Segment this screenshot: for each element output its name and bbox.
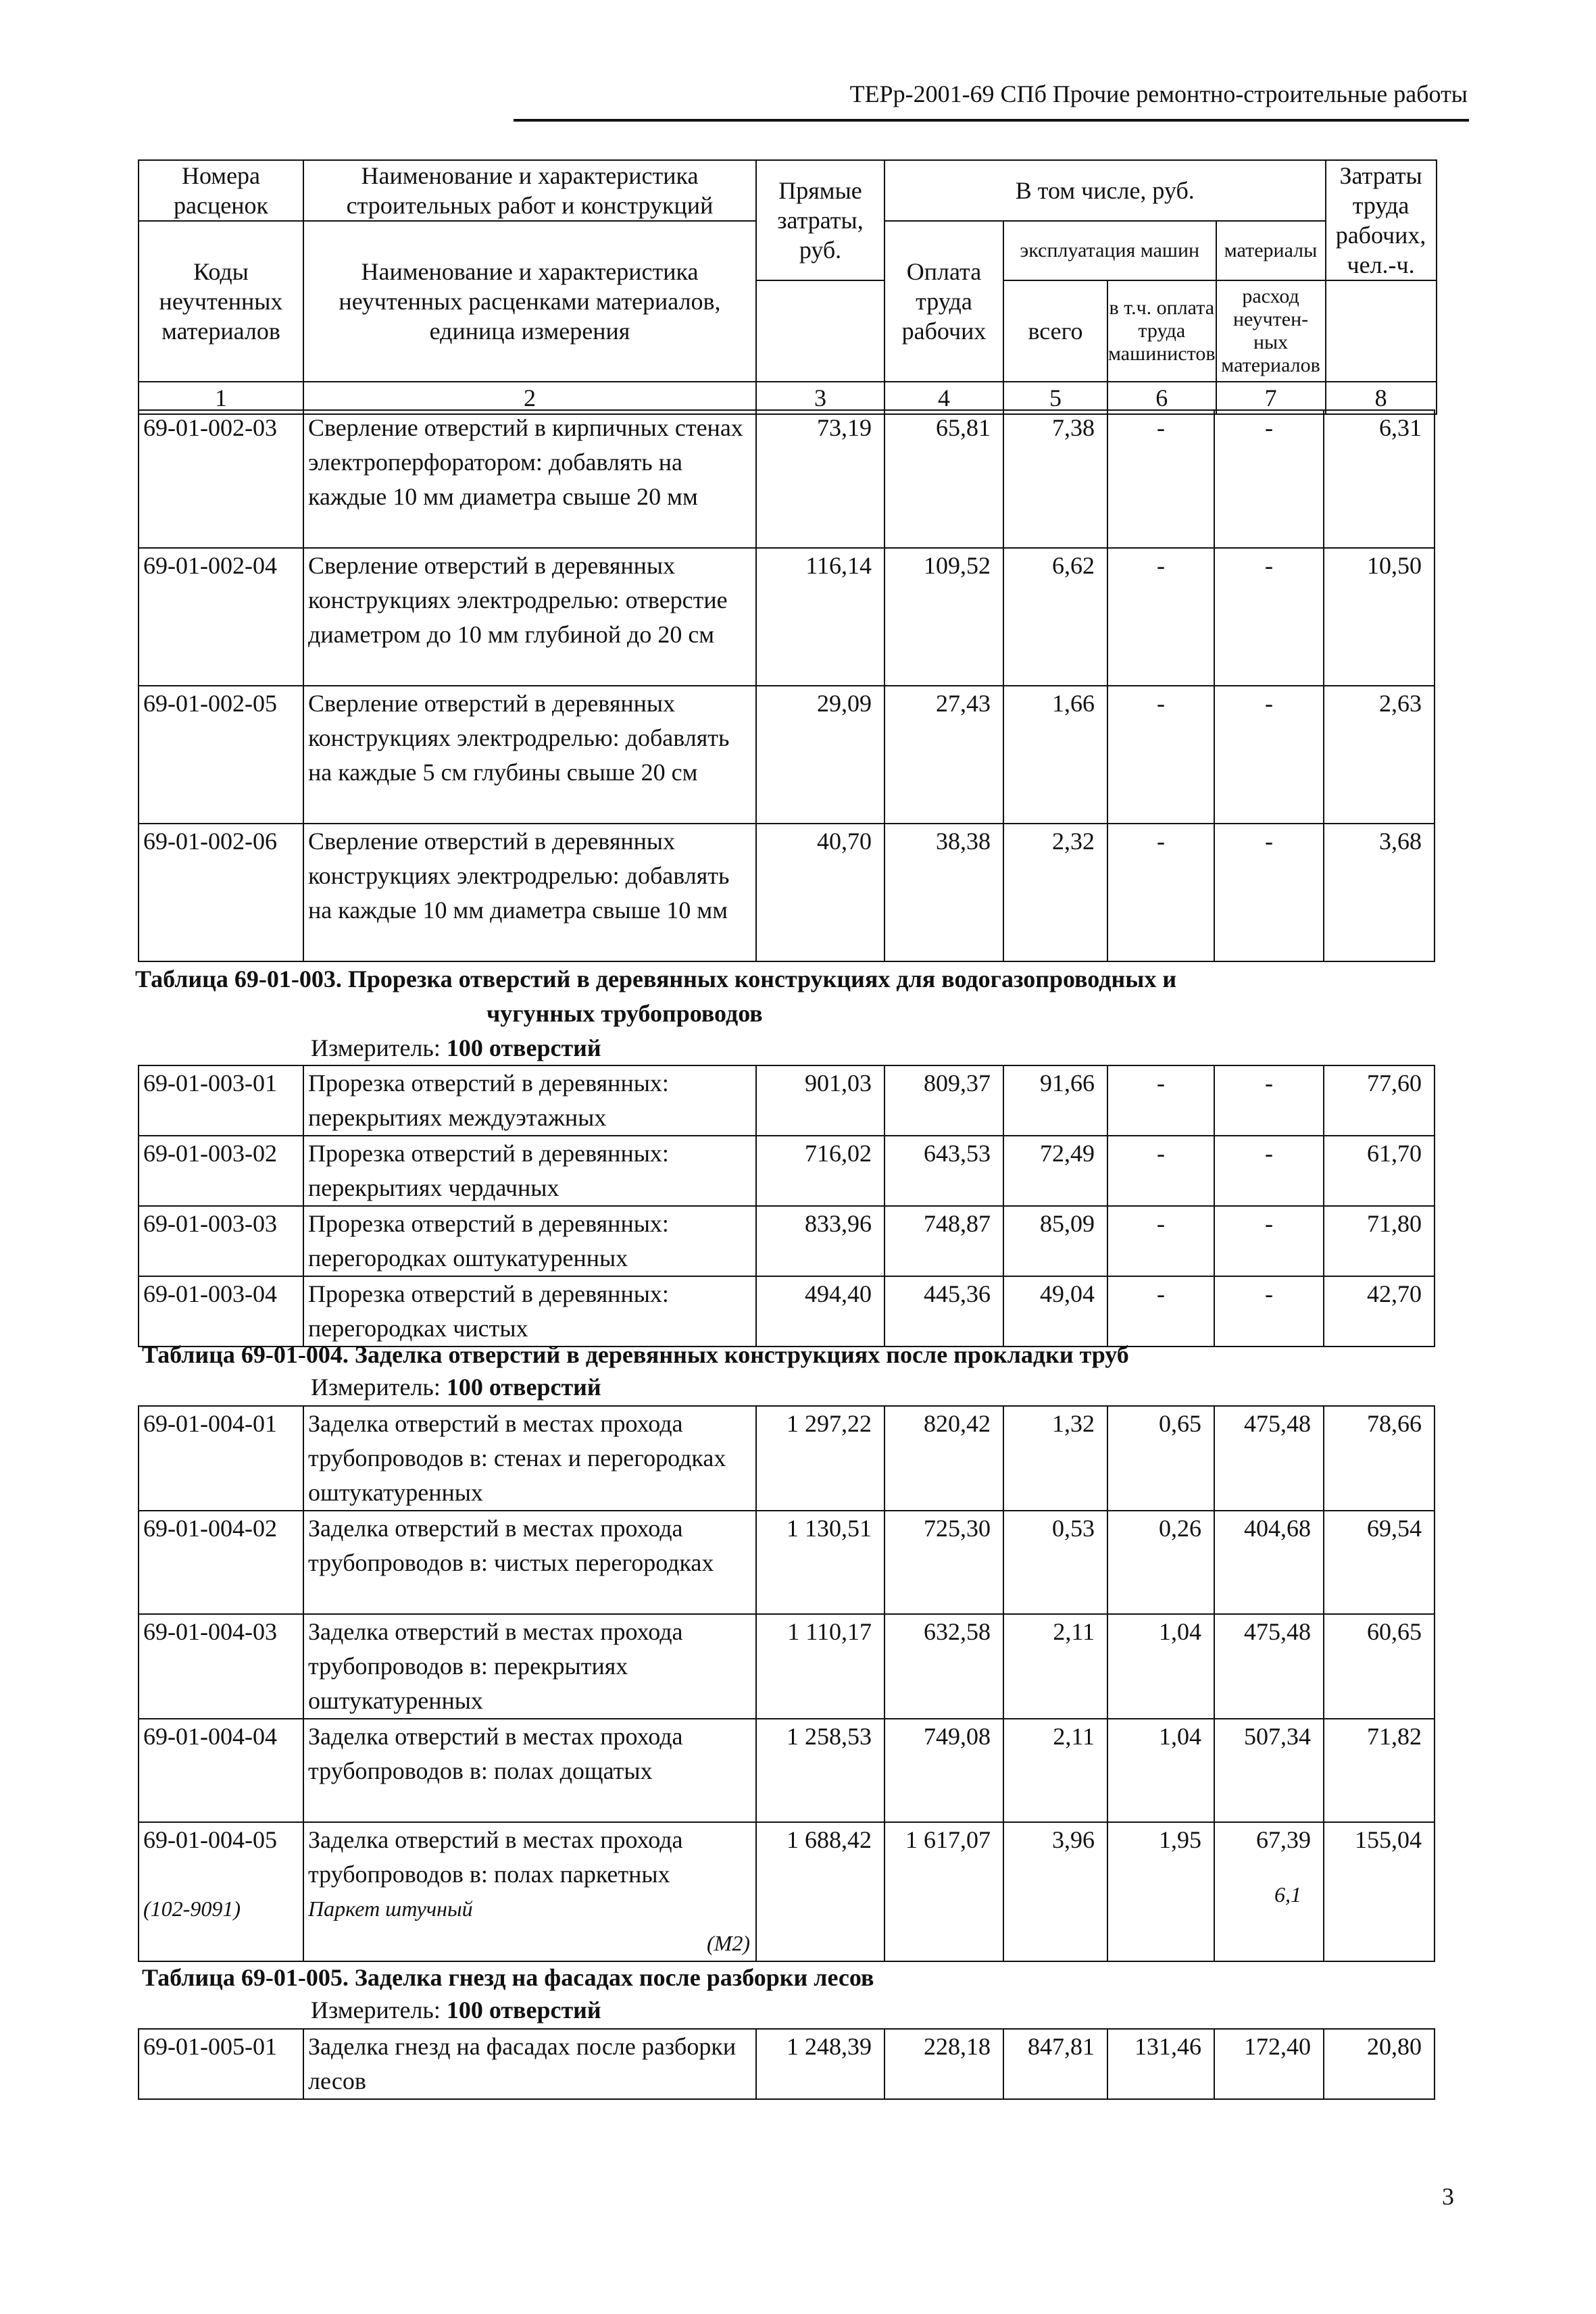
direct-costs: 901,03: [756, 1065, 884, 1136]
col-header-labor-hours: Затраты труда рабочих, чел.-ч.: [1326, 160, 1437, 280]
work-description: Заделка отверстий в местах прохода трубопроводов в: полах дощатых: [303, 1719, 756, 1822]
operator-pay: -: [1107, 1206, 1214, 1276]
table-003: [138, 1065, 1435, 1347]
materials: -: [1214, 1276, 1324, 1347]
direct-costs: 1 688,42: [756, 1822, 884, 1961]
materials: -: [1214, 410, 1324, 548]
table-004-title: Таблица 69-01-004. Заделка отверстий в деревянных конструкциях после прокладки труб: [142, 1341, 1129, 1368]
labor-hours: 77,60: [1324, 1065, 1435, 1136]
material-name: Паркет штучный: [308, 1896, 473, 1921]
work-description-text: Заделка отверстий в местах прохода трубопроводов в: полах паркетных: [308, 1826, 683, 1888]
table-003-title: [135, 962, 1176, 1031]
col-number-8: 8: [1326, 382, 1437, 414]
table-002-block: [138, 409, 1435, 962]
table-003-title-line2: чугунных трубопроводов: [487, 1000, 763, 1027]
rate-code: 69-01-004-04: [139, 1719, 303, 1822]
col-number-4: 4: [884, 382, 1003, 414]
measure-label: Измеритель:: [311, 1034, 441, 1061]
table-003-title-line1: Таблица 69-01-003. Прорезка отверстий в деревянных конструкциях для водогазопроводных и: [135, 965, 1177, 992]
labor-hours: 2,63: [1324, 686, 1435, 824]
table-row: [139, 1276, 1435, 1347]
operator-pay: -: [1107, 1065, 1214, 1136]
direct-costs: 716,02: [756, 1136, 884, 1206]
worker-pay: 725,30: [884, 1511, 1003, 1614]
work-description: Сверление отверстий в деревянных конструкциях электродрелью: добавлять на каждые 5 см глубины свыше 20 см: [303, 686, 756, 824]
labor-hours: 155,04: [1324, 1822, 1435, 1961]
labor-hours: 61,70: [1324, 1136, 1435, 1206]
direct-costs: 1 258,53: [756, 1719, 884, 1822]
table-004: [138, 1405, 1435, 1962]
worker-pay: 749,08: [884, 1719, 1003, 1822]
direct-costs: 1 130,51: [756, 1511, 884, 1614]
col-header-direct-costs: Прямые затраты, руб.: [756, 160, 884, 280]
rate-code: [139, 1822, 303, 1961]
machines-total: 0,53: [1003, 1511, 1107, 1614]
labor-hours: 6,31: [1324, 410, 1435, 548]
worker-pay: 38,38: [884, 824, 1003, 961]
machines-total: 3,96: [1003, 1822, 1107, 1961]
materials: [1214, 1822, 1324, 1961]
work-description: Заделка отверстий в местах прохода трубопроводов в: перекрытиях оштукатуренных: [303, 1614, 756, 1719]
table-row: [139, 1511, 1435, 1614]
operator-pay: 0,26: [1107, 1511, 1214, 1614]
table-row: [139, 1406, 1435, 1511]
machines-total: 91,66: [1003, 1065, 1107, 1136]
table-row: [139, 824, 1435, 961]
materials: 475,48: [1214, 1614, 1324, 1719]
table-row: [139, 1136, 1435, 1206]
table-row: [139, 1719, 1435, 1822]
col-number-5: 5: [1003, 382, 1107, 414]
machines-total: 72,49: [1003, 1136, 1107, 1206]
work-description: Прорезка отверстий в деревянных: перегородках чистых: [303, 1276, 756, 1347]
table-row: [139, 1614, 1435, 1719]
machines-total: 2,11: [1003, 1614, 1107, 1719]
materials: -: [1214, 824, 1324, 961]
rate-code: 69-01-004-03: [139, 1614, 303, 1719]
materials: -: [1214, 1206, 1324, 1276]
col-header-including: В том числе, руб.: [884, 160, 1326, 221]
table-005-measure: [311, 1996, 601, 2024]
col-header-machines: эксплуатация машин: [1003, 221, 1216, 280]
rate-code: 69-01-004-02: [139, 1511, 303, 1614]
rate-code: 69-01-003-04: [139, 1276, 303, 1347]
labor-hours: 69,54: [1324, 1511, 1435, 1614]
operator-pay: 131,46: [1107, 2029, 1214, 2099]
materials: -: [1214, 686, 1324, 824]
col-header-material-codes: Коды неучтенных материалов: [139, 221, 303, 382]
machines-total: 1,66: [1003, 686, 1107, 824]
rate-code: 69-01-002-05: [139, 686, 303, 824]
labor-hours: 71,82: [1324, 1719, 1435, 1822]
operator-pay: -: [1107, 1276, 1214, 1347]
rate-code-value: 69-01-004-05: [143, 1826, 277, 1853]
col-header-operator-pay: в т.ч. оплата труда машинистов: [1107, 280, 1216, 382]
labor-hours: 71,80: [1324, 1206, 1435, 1276]
operator-pay: -: [1107, 686, 1214, 824]
table-row: [139, 548, 1435, 686]
page-number: 3: [1442, 2183, 1454, 2210]
table-row: [139, 2029, 1435, 2099]
table-004-measure: [311, 1373, 601, 1401]
material-unit: (М2): [707, 1931, 750, 1955]
material-code: (102-9091): [143, 1896, 241, 1921]
rate-code: 69-01-002-04: [139, 548, 303, 686]
col-header-unaccounted-materials: расход неучтен-ных материалов: [1216, 280, 1326, 382]
work-description: Прорезка отверстий в деревянных: перегородках оштукатуренных: [303, 1206, 756, 1276]
running-header: ТЕРр-2001-69 СПб Прочие ремонтно-строительные работы: [849, 80, 1468, 107]
measure-value: 100 отверстий: [446, 1034, 601, 1061]
rate-code: 69-01-005-01: [139, 2029, 303, 2099]
operator-pay: -: [1107, 548, 1214, 686]
table-005: [138, 2028, 1435, 2100]
col-header-direct-costs-cont: [756, 280, 884, 382]
materials: -: [1214, 548, 1324, 686]
materials: 404,68: [1214, 1511, 1324, 1614]
operator-pay: 1,95: [1107, 1822, 1214, 1961]
table-005-title: Таблица 69-01-005. Заделка гнезд на фасадах после разборки лесов: [142, 1964, 874, 1991]
work-description: [303, 1822, 756, 1961]
rate-code: 69-01-003-03: [139, 1206, 303, 1276]
materials: 475,48: [1214, 1406, 1324, 1511]
materials: 507,34: [1214, 1719, 1324, 1822]
labor-hours: 3,68: [1324, 824, 1435, 961]
col-number-7: 7: [1216, 382, 1326, 414]
work-description: Сверление отверстий в кирпичных стенах электроперфоратором: добавлять на каждые 10 мм диаметра свыше 20 мм: [303, 410, 756, 548]
worker-pay: 643,53: [884, 1136, 1003, 1206]
direct-costs: 116,14: [756, 548, 884, 686]
col-header-machines-total: всего: [1003, 280, 1107, 382]
worker-pay: 228,18: [884, 2029, 1003, 2099]
worker-pay: 1 617,07: [884, 1822, 1003, 1961]
labor-hours: 78,66: [1324, 1406, 1435, 1511]
rate-code: 69-01-004-01: [139, 1406, 303, 1511]
worker-pay: 109,52: [884, 548, 1003, 686]
measure-label: Измеритель:: [311, 1996, 441, 2023]
direct-costs: 1 110,17: [756, 1614, 884, 1719]
labor-hours: 20,80: [1324, 2029, 1435, 2099]
machines-total: 49,04: [1003, 1276, 1107, 1347]
machines-total: 7,38: [1003, 410, 1107, 548]
direct-costs: 494,40: [756, 1276, 884, 1347]
operator-pay: -: [1107, 410, 1214, 548]
column-header-table: [138, 159, 1437, 415]
worker-pay: 27,43: [884, 686, 1003, 824]
col-number-6: 6: [1107, 382, 1216, 414]
operator-pay: 0,65: [1107, 1406, 1214, 1511]
worker-pay: 809,37: [884, 1065, 1003, 1136]
work-description: Заделка отверстий в местах прохода трубопроводов в: стенах и перегородках оштукатуренных: [303, 1406, 756, 1511]
header-rule: [514, 119, 1469, 122]
materials: -: [1214, 1136, 1324, 1206]
table-row: [139, 686, 1435, 824]
work-description: Прорезка отверстий в деревянных: перекрытиях чердачных: [303, 1136, 756, 1206]
worker-pay: 632,58: [884, 1614, 1003, 1719]
operator-pay: -: [1107, 824, 1214, 961]
worker-pay: 748,87: [884, 1206, 1003, 1276]
direct-costs: 1 297,22: [756, 1406, 884, 1511]
material-quantity: 6,1: [1274, 1882, 1301, 1907]
work-description: Заделка отверстий в местах прохода трубопроводов в: чистых перегородках: [303, 1511, 756, 1614]
col-number-1: 1: [139, 382, 303, 414]
rate-code: 69-01-002-03: [139, 410, 303, 548]
col-header-labor-hours-cont: [1326, 280, 1437, 382]
rate-code: 69-01-002-06: [139, 824, 303, 961]
measure-value: 100 отверстий: [446, 1996, 601, 2023]
labor-hours: 42,70: [1324, 1276, 1435, 1347]
measure-value: 100 отверстий: [446, 1374, 601, 1401]
labor-hours: 60,65: [1324, 1614, 1435, 1719]
col-number-3: 3: [756, 382, 884, 414]
materials-value: 67,39: [1256, 1826, 1311, 1853]
measure-label: Измеритель:: [311, 1374, 441, 1401]
col-header-work-name: Наименование и характеристика строительных работ и конструкций: [303, 160, 756, 221]
operator-pay: 1,04: [1107, 1614, 1214, 1719]
work-description: Сверление отверстий в деревянных конструкциях электродрелью: отверстие диаметром до 10 мм глубиной до 20 см: [303, 548, 756, 686]
col-number-2: 2: [303, 382, 756, 414]
machines-total: 85,09: [1003, 1206, 1107, 1276]
worker-pay: 65,81: [884, 410, 1003, 548]
col-header-materials: материалы: [1216, 221, 1326, 280]
work-description: Заделка гнезд на фасадах после разборки лесов: [303, 2029, 756, 2099]
col-header-material-name: Наименование и характеристика неучтенных расценками материалов, единица измерения: [303, 221, 756, 382]
direct-costs: 29,09: [756, 686, 884, 824]
rate-code: 69-01-003-01: [139, 1065, 303, 1136]
worker-pay: 445,36: [884, 1276, 1003, 1347]
table-row: [139, 1206, 1435, 1276]
materials: -: [1214, 1065, 1324, 1136]
table-row: [139, 1822, 1435, 1961]
materials: 172,40: [1214, 2029, 1324, 2099]
machines-total: 847,81: [1003, 2029, 1107, 2099]
machines-total: 2,32: [1003, 824, 1107, 961]
table-row: [139, 1065, 1435, 1136]
work-description: Сверление отверстий в деревянных конструкциях электродрелью: добавлять на каждые 10 мм диаметра свыше 10 мм: [303, 824, 756, 961]
labor-hours: 10,50: [1324, 548, 1435, 686]
worker-pay: 820,42: [884, 1406, 1003, 1511]
direct-costs: 1 248,39: [756, 2029, 884, 2099]
direct-costs: 40,70: [756, 824, 884, 961]
direct-costs: 73,19: [756, 410, 884, 548]
col-header-worker-pay: Оплата труда рабочих: [884, 221, 1003, 382]
operator-pay: 1,04: [1107, 1719, 1214, 1822]
operator-pay: -: [1107, 1136, 1214, 1206]
col-header-rate-numbers: Номера расценок: [139, 160, 303, 221]
table-row: [139, 410, 1435, 548]
direct-costs: 833,96: [756, 1206, 884, 1276]
work-description: Прорезка отверстий в деревянных: перекрытиях междуэтажных: [303, 1065, 756, 1136]
machines-total: 1,32: [1003, 1406, 1107, 1511]
machines-total: 2,11: [1003, 1719, 1107, 1822]
table-003-measure: [311, 1034, 601, 1062]
machines-total: 6,62: [1003, 548, 1107, 686]
rate-code: 69-01-003-02: [139, 1136, 303, 1206]
